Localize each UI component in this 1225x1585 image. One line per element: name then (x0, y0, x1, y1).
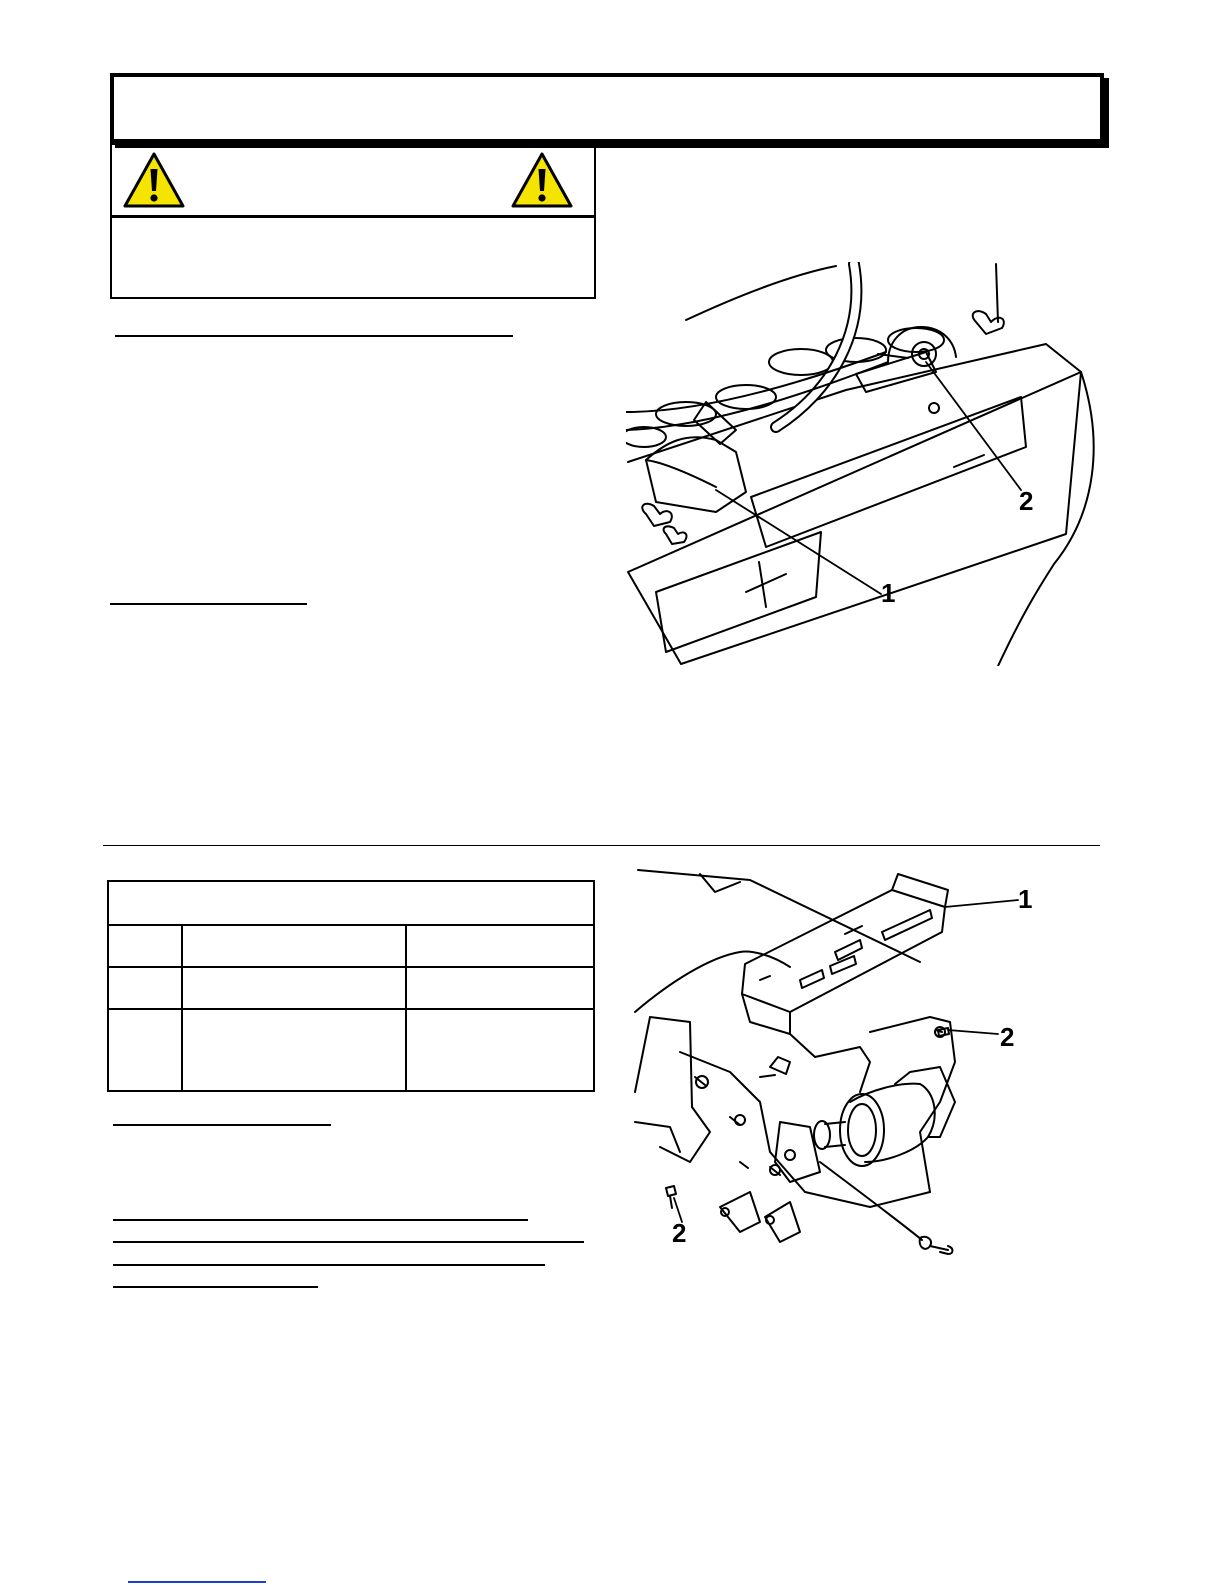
text-underline (113, 1241, 584, 1243)
spec-table (107, 880, 595, 1092)
winch-callout-2-left: 2 (672, 1218, 687, 1248)
warning-triangle-icon (122, 151, 186, 209)
warning-triangle-icon (510, 151, 574, 209)
heading-underline (115, 335, 513, 337)
winch-illustration (630, 862, 1060, 1257)
heading-underline (110, 603, 307, 605)
heading-underline (113, 1124, 331, 1126)
spec-table-cell (406, 967, 594, 1009)
spec-table-cell (406, 1009, 594, 1091)
spec-table-header-cell (406, 925, 594, 967)
spec-table-cell (182, 967, 406, 1009)
spec-table-cell (108, 967, 182, 1009)
text-underline (113, 1286, 318, 1288)
battery-callout-1: 1 (881, 578, 896, 608)
text-underline (113, 1264, 545, 1266)
text-underline (113, 1219, 528, 1221)
battery-callout-2: 2 (1019, 486, 1034, 516)
spec-table-cell (182, 1009, 406, 1091)
winch-callout-2-right: 2 (1000, 1022, 1015, 1052)
battery-illustration (626, 262, 1104, 666)
winch-callout-1: 1 (1018, 884, 1033, 914)
warning-header (112, 145, 594, 218)
footer-link-underline[interactable] (128, 1581, 266, 1583)
section-title-box (110, 73, 1104, 143)
warning-box (110, 143, 596, 299)
spec-table-title-cell (108, 881, 594, 925)
section-divider (103, 845, 1100, 846)
spec-table-header-cell (182, 925, 406, 967)
spec-table-cell (108, 1009, 182, 1091)
spec-table-header-cell (108, 925, 182, 967)
